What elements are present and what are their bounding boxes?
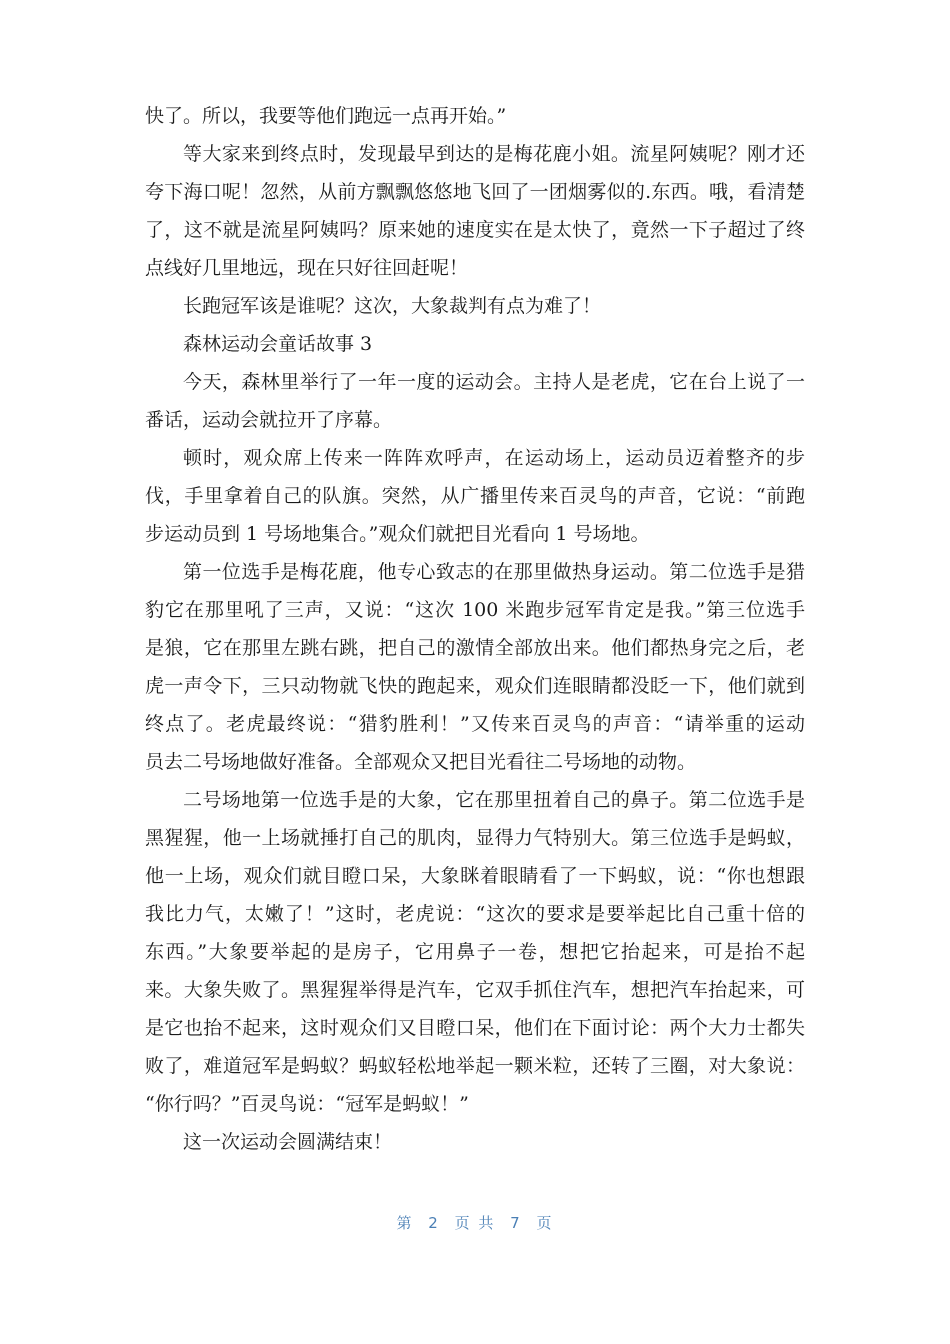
text-line: 二号场地第一位选手是的大象，它在那里扭着自己的鼻子。第二位选手是 [183, 789, 805, 811]
text-line: 步运动员到 1 号场地集合。”观众们就把目光看向 1 号场地。 [145, 523, 650, 545]
footer-current-page: 2 [428, 1214, 440, 1232]
text-line: 黑猩猩，他一上场就捶打自己的肌肉，显得力气特别大。第三位选手是蚂蚁， [145, 827, 805, 849]
page-footer [0, 1212, 950, 1233]
footer-total-pages: 7 [510, 1214, 522, 1232]
text-line: 今天，森林里举行了一年一度的运动会。主持人是老虎，它在台上说了一 [183, 371, 805, 393]
text-line: 快了。所以，我要等他们跑远一点再开始。” [145, 105, 507, 127]
text-line: 东西。”大象要举起的是房子，它用鼻子一卷，想把它抬起来，可是抬不起 [145, 941, 805, 963]
text-line: 他一上场，观众们就目瞪口呆，大象眯着眼睛看了一下蚂蚁，说：“你也想跟 [145, 865, 805, 887]
text-line: 是它也抬不起来，这时观众们又目瞪口呆，他们在下面讨论：两个大力士都失 [145, 1017, 805, 1039]
text-line: 等大家来到终点时，发现最早到达的是梅花鹿小姐。流星阿姨呢？刚才还 [183, 143, 805, 165]
text-line: 我比力气，太嫩了！”这时，老虎说：“这次的要求是要举起比自己重十倍的 [145, 903, 805, 925]
text-line: 夸下海口呢！忽然，从前方飘飘悠悠地飞回了一团烟雾似的.东西。哦，看清楚 [145, 181, 805, 203]
text-line: 伐，手里拿着自己的队旗。突然，从广播里传来百灵鸟的声音，它说：“前跑 [145, 485, 805, 507]
text-line: 第一位选手是梅花鹿，他专心致志的在那里做热身运动。第二位选手是猎 [183, 561, 805, 583]
footer-middle: 页 共 [454, 1214, 496, 1232]
text-line: 虎一声令下，三只动物就飞快的跑起来，观众们连眼睛都没眨一下，他们就到 [145, 675, 805, 697]
text-line: 这一次运动会圆满结束！ [183, 1131, 393, 1153]
text-line: 终点了。老虎最终说：“猎豹胜利！”又传来百灵鸟的声音：“请举重的运动 [145, 713, 805, 735]
text-line: 是狼，它在那里左跳右跳，把自己的激情全部放出来。他们都热身完之后，老 [145, 637, 805, 659]
footer-suffix: 页 [536, 1214, 554, 1232]
text-line: 点线好几里地远，现在只好往回赶呢！ [145, 257, 469, 279]
text-line: 番话，运动会就拉开了序幕。 [145, 409, 393, 431]
text-line: 森林运动会童话故事 3 [183, 333, 373, 355]
text-line: 员去二号场地做好准备。全部观众又把目光看往二号场地的动物。 [145, 751, 697, 773]
text-line: “你行吗？”百灵鸟说：“冠军是蚂蚁！” [145, 1093, 469, 1115]
text-line: 败了，难道冠军是蚂蚁？蚂蚁轻松地举起一颗米粒，还转了三圈，对大象说： [145, 1055, 805, 1077]
footer-prefix: 第 [396, 1214, 414, 1232]
text-line: 长跑冠军该是谁呢？这次，大象裁判有点为难了！ [183, 295, 602, 317]
text-line: 顿时，观众席上传来一阵阵欢呼声，在运动场上，运动员迈着整齐的步 [183, 447, 805, 469]
text-line: 来。大象失败了。黑猩猩举得是汽车，它双手抓住汽车，想把汽车抬起来，可 [145, 979, 805, 1001]
document-body [145, 97, 805, 1161]
text-line: 豹它在那里吼了三声，又说：“这次 100 米跑步冠军肯定是我。”第三位选手 [145, 599, 805, 621]
text-line: 了，这不就是流星阿姨吗？原来她的速度实在是太快了，竟然一下子超过了终 [145, 219, 805, 241]
